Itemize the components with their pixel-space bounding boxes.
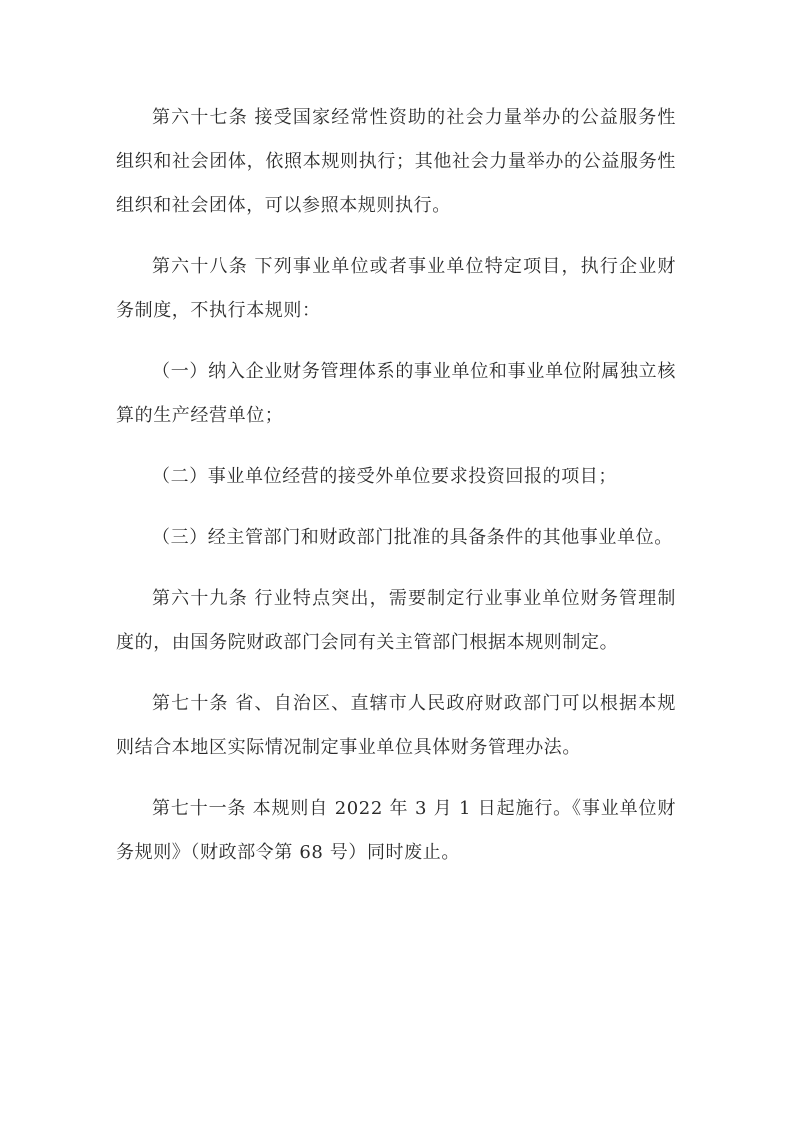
article-text: 本规则自 2022 年 3 月 1 日起施行。《事业单位财务规则》（财政部令第 68 号）同时废止。 <box>116 798 676 863</box>
article-number: 第六十七条 <box>152 107 248 128</box>
list-item-text: （三）经主管部门和财政部门批准的具备条件的其他事业单位。 <box>152 527 673 548</box>
article-68-item-2 <box>116 455 676 499</box>
list-item-text: （二）事业单位经营的接受外单位要求投资回报的项目； <box>152 466 617 487</box>
article-text: 省、自治区、直辖市人民政府财政部门可以根据本规则结合本地区实际情况制定事业单位具体财务管理办法。 <box>116 693 676 758</box>
article-number: 第七十一条 <box>152 798 247 819</box>
list-item-text: （一）纳入企业财务管理体系的事业单位和事业单位附属独立核算的生产经营单位； <box>116 361 676 426</box>
article-number: 第七十条 <box>152 693 229 714</box>
article-67 <box>116 96 676 228</box>
article-text: 下列事业单位或者事业单位特定项目，执行企业财务制度，不执行本规则： <box>116 256 677 321</box>
article-text: 行业特点突出，需要制定行业事业单位财务管理制度的，由国务院财政部门会同有关主管部门根据本规则制定。 <box>116 588 677 653</box>
article-68-item-1 <box>116 350 676 438</box>
article-68 <box>116 245 676 333</box>
article-70 <box>116 682 676 770</box>
article-69 <box>116 577 676 665</box>
article-number: 第六十九条 <box>152 588 248 609</box>
article-68-item-3 <box>116 516 676 560</box>
article-71 <box>116 787 676 875</box>
article-number: 第六十八条 <box>152 256 248 277</box>
document-body <box>116 96 676 892</box>
article-text: 接受国家经常性资助的社会力量举办的公益服务性组织和社会团体，依照本规则执行；其他社会力量举办的公益服务性组织和社会团体，可以参照本规则执行。 <box>116 107 677 216</box>
